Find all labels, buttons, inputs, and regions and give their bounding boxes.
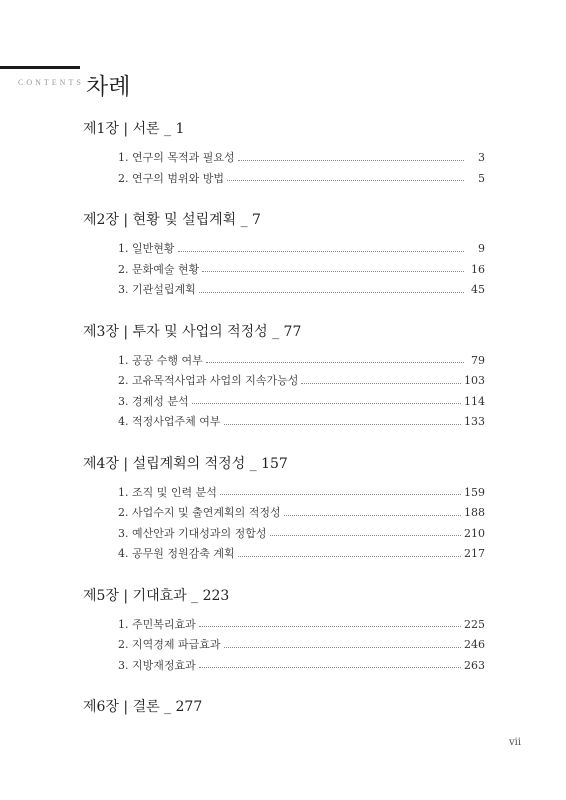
- dot-leader: [224, 424, 462, 425]
- entry-page-number: 188: [464, 506, 485, 519]
- chapter-title[interactable]: 제4장 | 설립계획의 적정성 _ 157: [83, 455, 288, 472]
- entry-label: 3. 경제성 분석: [118, 394, 189, 408]
- dot-leader: [270, 535, 462, 536]
- toc-entry[interactable]: [83, 260, 485, 281]
- dot-leader: [301, 383, 461, 384]
- chapter-entries: [83, 239, 485, 301]
- toc-entry[interactable]: [83, 371, 485, 392]
- chapter-entries: [83, 148, 485, 189]
- entry-label: 1. 연구의 목적과 필요성: [118, 151, 235, 164]
- dot-leader: [192, 403, 461, 404]
- entry-label: 2. 고유목적사업과 사업의 지속가능성: [118, 374, 299, 387]
- toc-entry[interactable]: [83, 239, 485, 260]
- dot-leader: [206, 362, 464, 363]
- toc-entry[interactable]: [83, 148, 485, 169]
- chapter-entries: [83, 483, 485, 565]
- header-rule: [0, 66, 80, 69]
- chapter-title[interactable]: 제1장 | 서론 _ 1: [83, 121, 185, 137]
- dot-leader: [238, 160, 464, 161]
- toc-entry[interactable]: [83, 392, 485, 413]
- entry-page-number: 9: [478, 242, 485, 255]
- dot-leader: [199, 626, 461, 627]
- entry-page-number: 79: [471, 353, 485, 367]
- entry-page-number: 133: [464, 415, 485, 428]
- chapter-title[interactable]: 제6장 | 결론 _ 277: [83, 699, 203, 715]
- chapter-title[interactable]: 제3장 | 투자 및 사업의 적정성 _ 77: [83, 323, 302, 340]
- dot-leader: [238, 556, 461, 557]
- toc-entry[interactable]: [83, 503, 485, 524]
- chapter-entries: [83, 615, 485, 677]
- dot-leader: [199, 292, 464, 293]
- entry-label: 4. 공무원 정원감축 계획: [118, 547, 235, 560]
- entry-page-number: 16: [471, 262, 485, 276]
- entry-page-number: 217: [464, 547, 485, 560]
- dot-leader: [224, 647, 462, 648]
- entry-page-number: 3: [478, 151, 485, 164]
- toc-entry[interactable]: [83, 280, 485, 301]
- entry-label: 1. 조직 및 인력 분석: [118, 485, 217, 499]
- toc-entry[interactable]: [83, 524, 485, 545]
- chapter-4: [83, 455, 485, 565]
- entry-label: 1. 일반현황: [118, 242, 175, 255]
- entry-page-number: 45: [471, 283, 485, 296]
- chapter-3: [83, 323, 485, 433]
- entry-page-number: 103: [464, 374, 485, 387]
- entry-label: 1. 공공 수행 여부: [118, 353, 203, 367]
- table-of-contents: [83, 120, 485, 726]
- toc-entry[interactable]: [83, 483, 485, 504]
- chapter-entries: [83, 351, 485, 433]
- entry-page-number: 210: [464, 526, 485, 540]
- entry-label: 2. 연구의 범위와 방법: [118, 171, 224, 185]
- entry-page-number: 263: [464, 658, 485, 672]
- entry-label: 1. 주민복리효과: [118, 617, 196, 631]
- entry-label: 3. 예산안과 기대성과의 정합성: [118, 526, 267, 540]
- dot-leader: [284, 515, 461, 516]
- entry-label: 2. 문화예술 현황: [118, 262, 200, 276]
- toc-entry[interactable]: [83, 544, 485, 565]
- entry-label: 2. 사업수지 및 출연계획의 적정성: [118, 506, 281, 519]
- entry-page-number: 246: [464, 638, 485, 651]
- contents-label: CONTENTS: [18, 78, 84, 87]
- dot-leader: [202, 271, 464, 272]
- entry-page-number: 5: [478, 171, 485, 185]
- entry-label: 3. 지방재정효과: [118, 658, 196, 672]
- toc-entry[interactable]: [83, 615, 485, 636]
- entry-page-number: 225: [464, 617, 485, 631]
- toc-entry[interactable]: [83, 656, 485, 677]
- toc-entry[interactable]: [83, 351, 485, 372]
- dot-leader: [178, 251, 465, 252]
- entry-page-number: 159: [464, 485, 485, 499]
- toc-entry[interactable]: [83, 169, 485, 190]
- entry-label: 2. 지역경제 파급효과: [118, 638, 221, 651]
- dot-leader: [227, 180, 464, 181]
- chapter-title[interactable]: 제2장 | 현황 및 설립계획 _ 7: [83, 212, 261, 228]
- chapter-6: [83, 698, 485, 716]
- entry-label: 4. 적정사업주체 여부: [118, 415, 221, 428]
- entry-label: 3. 기관설립계획: [118, 283, 196, 296]
- chapter-2: [83, 211, 485, 301]
- toc-entry[interactable]: [83, 412, 485, 433]
- entry-page-number: 114: [464, 394, 485, 408]
- toc-entry[interactable]: [83, 635, 485, 656]
- dot-leader: [220, 494, 461, 495]
- chapter-title[interactable]: 제5장 | 기대효과 _ 223: [83, 587, 230, 604]
- chapter-1: [83, 120, 485, 189]
- dot-leader: [199, 667, 461, 668]
- page-number: vii: [509, 737, 522, 748]
- page-title: 차례: [86, 74, 131, 100]
- chapter-5: [83, 587, 485, 677]
